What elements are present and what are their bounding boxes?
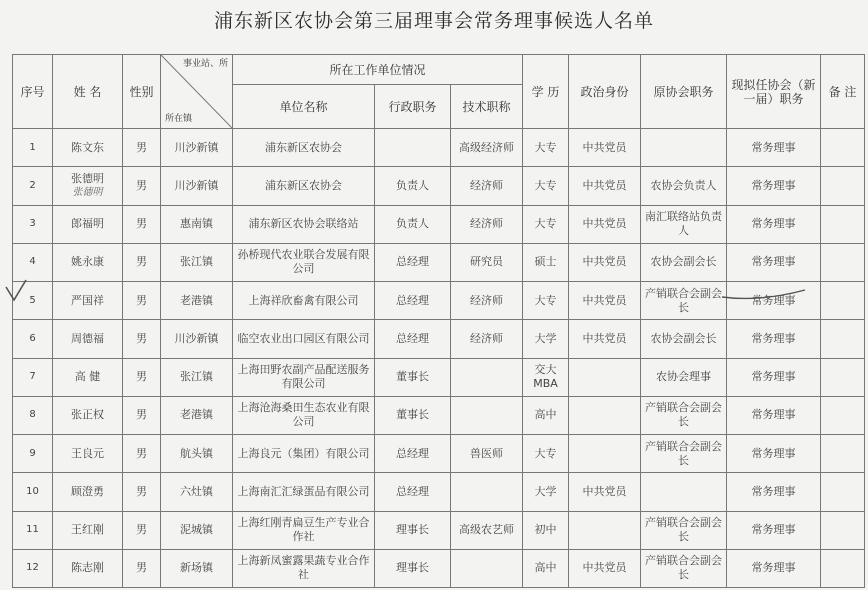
row-number-text: 11 [26,524,39,536]
candidate-name-text: 周德福 [71,331,104,345]
table-row [13,167,865,205]
gender [123,473,161,511]
candidate-name [53,282,123,320]
header-unit-name: 单位名称 [233,85,375,129]
row-number [13,282,53,320]
unit-name-text: 上海南汇汇绿蛋品有限公司 [237,484,370,498]
former-post [641,282,727,320]
education-text: 初中 [534,523,557,537]
former-post-text: 南汇联络站负责人 [645,210,722,238]
education [523,396,569,434]
admin-post [375,396,451,434]
candidate-name [53,396,123,434]
former-post [641,549,727,587]
tech-title [451,396,523,434]
gender [123,129,161,167]
unit-name-text: 上海沧海桑田生态农业有限公司 [237,401,370,429]
row-number-text: 1 [29,141,36,153]
gender [123,358,161,396]
proposed-post [727,282,821,320]
town [161,320,233,358]
header-education: 学 历 [523,55,569,129]
tech-title [451,549,523,587]
political-status [569,473,641,511]
education [523,358,569,396]
admin-post [375,282,451,320]
candidate-name-text: 张正权 [71,408,104,422]
row-number [13,549,53,587]
gender [123,205,161,243]
gender-text: 男 [136,255,147,269]
former-post-text: 农协会理事 [656,370,711,384]
tech-title [451,129,523,167]
table-row [13,205,865,243]
education [523,129,569,167]
proposed-post-text: 常务理事 [751,408,796,422]
proposed-post-text: 常务理事 [751,484,796,498]
admin-post [375,358,451,396]
table-body [13,129,865,588]
tech-title [451,243,523,281]
header-town-diagonal [161,55,233,129]
remark [821,473,865,511]
row-number-text: 10 [26,485,39,497]
row-number-text: 6 [29,332,36,344]
gender-text: 男 [136,217,147,231]
row-number [13,167,53,205]
admin-post [375,205,451,243]
header-admin-post: 行政职务 [375,85,451,129]
row-number [13,511,53,549]
admin-post-text: 总经理 [396,293,429,307]
header-political: 政治身份 [569,55,641,129]
row-number [13,396,53,434]
proposed-post-text: 常务理事 [751,523,796,537]
political-status [569,511,641,549]
table-row [13,320,865,358]
education-text: 大专 [534,140,557,154]
unit-name [233,205,375,243]
candidate-name-text: 顾澄勇 [71,484,104,498]
header-town: 所在镇 [165,114,193,124]
row-number [13,435,53,473]
row-number-text: 2 [29,179,36,191]
proposed-post-text: 常务理事 [751,370,796,384]
education-text: 硕士 [534,255,557,269]
row-number-text: 3 [29,218,36,230]
proposed-post-text: 常务理事 [751,255,796,269]
admin-post-text: 总经理 [396,446,429,460]
gender-text: 男 [136,331,147,345]
education-text: 交大MBA [533,363,558,391]
unit-name-text: 上海红刚青扁豆生产专业合作社 [237,516,370,544]
town [161,167,233,205]
education-text: 大学 [534,331,557,345]
row-number [13,205,53,243]
candidate-name [53,243,123,281]
political-status-text: 中共党员 [582,217,627,231]
unit-name-text: 临空农业出口园区有限公司 [237,331,370,345]
gender-text: 男 [136,370,147,384]
town [161,282,233,320]
proposed-post [727,435,821,473]
remark [821,396,865,434]
header-tech-title: 技术职称 [451,85,523,129]
header-proposed-post: 现拟任协会（新一届）职务 [727,55,821,129]
remark [821,358,865,396]
tech-title [451,358,523,396]
tech-title-text: 经济师 [470,178,503,192]
unit-name [233,129,375,167]
political-status-text: 中共党员 [582,293,627,307]
candidate-name [53,473,123,511]
proposed-post [727,358,821,396]
header-gender: 性别 [123,55,161,129]
proposed-post [727,396,821,434]
gender-text: 男 [136,178,147,192]
row-number-text: 7 [29,371,36,383]
unit-name [233,473,375,511]
education [523,205,569,243]
row-number-text: 5 [29,294,36,306]
row-number-text: 4 [29,256,36,268]
former-post [641,205,727,243]
town-text: 新场镇 [180,561,213,575]
table-row [13,358,865,396]
unit-name [233,282,375,320]
tech-title-text: 高级农艺师 [459,523,514,537]
unit-name-text: 浦东新区农协会联络站 [248,217,359,231]
candidate-name-text: 严国祥 [71,293,104,307]
town-text: 张江镇 [180,255,213,269]
header-no: 序号 [13,55,53,129]
former-post [641,358,727,396]
former-post-text: 农协会副会长 [650,255,717,269]
gender-text: 男 [136,484,147,498]
row-number-text: 8 [29,409,36,421]
table-row [13,243,865,281]
tech-title-text: 经济师 [470,217,503,231]
former-post [641,320,727,358]
town-text: 老港镇 [180,293,213,307]
political-status [569,205,641,243]
political-status-text: 中共党员 [582,255,627,269]
political-status [569,396,641,434]
gender-text: 男 [136,293,147,307]
town-text: 川沙新镇 [174,140,219,154]
unit-name-text: 上海良元（集团）有限公司 [237,446,370,460]
tech-title-text: 经济师 [470,293,503,307]
remark [821,320,865,358]
former-post-text: 产销联合会副会长 [645,439,722,467]
handwritten-signature: 张德明 [72,186,103,198]
table-row [13,435,865,473]
tech-title [451,435,523,473]
former-post [641,435,727,473]
row-number [13,473,53,511]
remark [821,205,865,243]
former-post-text: 产销联合会副会长 [645,401,722,429]
candidate-name [53,435,123,473]
candidate-name [53,320,123,358]
proposed-post-text: 常务理事 [751,140,796,154]
gender-text: 男 [136,561,147,575]
town-text: 老港镇 [180,408,213,422]
tech-title-text: 经济师 [470,331,503,345]
admin-post [375,167,451,205]
admin-post [375,473,451,511]
political-status-text: 中共党员 [582,484,627,498]
unit-name-text: 上海田野农副产品配送服务有限公司 [237,363,370,391]
town [161,243,233,281]
candidate-name [53,205,123,243]
table-row [13,511,865,549]
political-status [569,282,641,320]
remark [821,549,865,587]
education [523,243,569,281]
unit-name-text: 浦东新区农协会 [265,178,342,192]
tech-title-text: 高级经济师 [459,140,514,154]
former-post [641,511,727,549]
remark [821,511,865,549]
unit-name [233,396,375,434]
town-text: 惠南镇 [180,217,213,231]
proposed-post [727,243,821,281]
admin-post [375,129,451,167]
gender [123,282,161,320]
admin-post [375,320,451,358]
tech-title [451,320,523,358]
gender-text: 男 [136,140,147,154]
row-number-text: 9 [29,447,36,459]
candidate-name-text: 郎福明 [71,217,104,231]
candidate-table [12,54,865,588]
town-text: 泥城镇 [180,523,213,537]
admin-post-text: 总经理 [396,331,429,345]
table-row [13,473,865,511]
header-name: 姓 名 [53,55,123,129]
header-work-group: 所在工作单位情况 [233,55,523,85]
admin-post-text: 总经理 [396,484,429,498]
education-text: 大专 [534,217,557,231]
former-post [641,129,727,167]
proposed-post [727,167,821,205]
proposed-post [727,129,821,167]
political-status [569,435,641,473]
admin-post [375,243,451,281]
gender [123,243,161,281]
candidate-name-text: 高 健 [74,370,101,384]
tech-title [451,511,523,549]
admin-post-text: 负责人 [396,178,429,192]
admin-post [375,435,451,473]
row-number [13,358,53,396]
tech-title [451,167,523,205]
header-former-post: 原协会职务 [641,55,727,129]
admin-post [375,549,451,587]
town [161,511,233,549]
unit-name-text: 上海新凤蜜露果蔬专业合作社 [237,554,370,582]
town [161,358,233,396]
political-status-text: 中共党员 [582,331,627,345]
former-post [641,396,727,434]
former-post-text: 产销联合会副会长 [645,286,722,314]
remark [821,243,865,281]
header-remarks: 备 注 [821,55,865,129]
proposed-post-text: 常务理事 [751,446,796,460]
town-text: 川沙新镇 [174,331,219,345]
candidate-name-text: 张德明 [71,171,104,185]
admin-post-text: 董事长 [396,408,429,422]
political-status [569,358,641,396]
town [161,205,233,243]
candidate-name [53,167,123,205]
remark [821,129,865,167]
education [523,435,569,473]
table-row [13,396,865,434]
education-text: 大学 [534,484,557,498]
political-status-text: 中共党员 [582,140,627,154]
tech-title [451,473,523,511]
town-text: 航头镇 [180,446,213,460]
gender-text: 男 [136,523,147,537]
political-status-text: 中共党员 [582,178,627,192]
proposed-post [727,320,821,358]
candidate-name-text: 陈文东 [71,140,104,154]
education [523,473,569,511]
header-station: 事业站、所 [182,59,228,69]
unit-name [233,549,375,587]
education [523,167,569,205]
proposed-post-text: 常务理事 [751,217,796,231]
political-status [569,243,641,281]
candidate-name-text: 陈志刚 [71,561,104,575]
admin-post-text: 总经理 [396,255,429,269]
proposed-post [727,205,821,243]
admin-post-text: 负责人 [396,217,429,231]
unit-name [233,243,375,281]
political-status [569,167,641,205]
town [161,473,233,511]
proposed-post-text: 常务理事 [751,293,796,307]
candidate-name [53,358,123,396]
former-post [641,243,727,281]
table-row [13,282,865,320]
remark [821,435,865,473]
political-status-text: 中共党员 [582,561,627,575]
town-text: 张江镇 [180,370,213,384]
proposed-post [727,473,821,511]
town [161,549,233,587]
former-post [641,473,727,511]
proposed-post [727,511,821,549]
tech-title [451,205,523,243]
former-post-text: 产销联合会副会长 [645,516,722,544]
tech-title [451,282,523,320]
gender [123,167,161,205]
education [523,282,569,320]
town [161,435,233,473]
candidate-name-text: 王良元 [71,446,104,460]
proposed-post-text: 常务理事 [751,331,796,345]
former-post [641,167,727,205]
gender [123,320,161,358]
unit-name [233,167,375,205]
unit-name-text: 上海祥欣畜禽有限公司 [248,293,359,307]
town [161,396,233,434]
unit-name [233,435,375,473]
education [523,511,569,549]
proposed-post-text: 常务理事 [751,561,796,575]
town-text: 川沙新镇 [174,178,219,192]
row-number [13,320,53,358]
former-post-text: 产销联合会副会长 [645,554,722,582]
candidate-name-text: 姚永康 [71,255,104,269]
gender-text: 男 [136,446,147,460]
political-status [569,320,641,358]
admin-post-text: 理事长 [396,561,429,575]
gender [123,549,161,587]
education-text: 大专 [534,178,557,192]
unit-name [233,358,375,396]
proposed-post [727,549,821,587]
admin-post [375,511,451,549]
education-text: 大专 [534,446,557,460]
tech-title-text: 兽医师 [470,446,503,460]
candidate-name [53,549,123,587]
former-post-text: 农协会负责人 [650,178,717,192]
education [523,320,569,358]
unit-name [233,511,375,549]
former-post-text: 农协会副会长 [650,331,717,345]
admin-post-text: 理事长 [396,523,429,537]
education-text: 高中 [534,408,557,422]
education [523,549,569,587]
gender [123,511,161,549]
candidate-name-text: 王红刚 [71,523,104,537]
remark [821,167,865,205]
gender [123,435,161,473]
admin-post-text: 董事长 [396,370,429,384]
town [161,129,233,167]
political-status [569,549,641,587]
document-title: 浦东新区农协会第三届理事会常务理事候选人名单 [213,10,654,32]
row-number-text: 12 [26,562,39,574]
row-number [13,129,53,167]
candidate-name [53,511,123,549]
candidate-name [53,129,123,167]
gender [123,396,161,434]
unit-name-text: 浦东新区农协会 [265,140,342,154]
education-text: 大专 [534,293,557,307]
table-row [13,549,865,587]
remark [821,282,865,320]
gender-text: 男 [136,408,147,422]
unit-name-text: 孙桥现代农业联合发展有限公司 [237,248,370,276]
tech-title-text: 研究员 [470,255,503,269]
proposed-post-text: 常务理事 [751,178,796,192]
town-text: 六灶镇 [180,484,213,498]
education-text: 高中 [534,561,557,575]
table-row [13,129,865,167]
political-status [569,129,641,167]
row-number [13,243,53,281]
unit-name [233,320,375,358]
